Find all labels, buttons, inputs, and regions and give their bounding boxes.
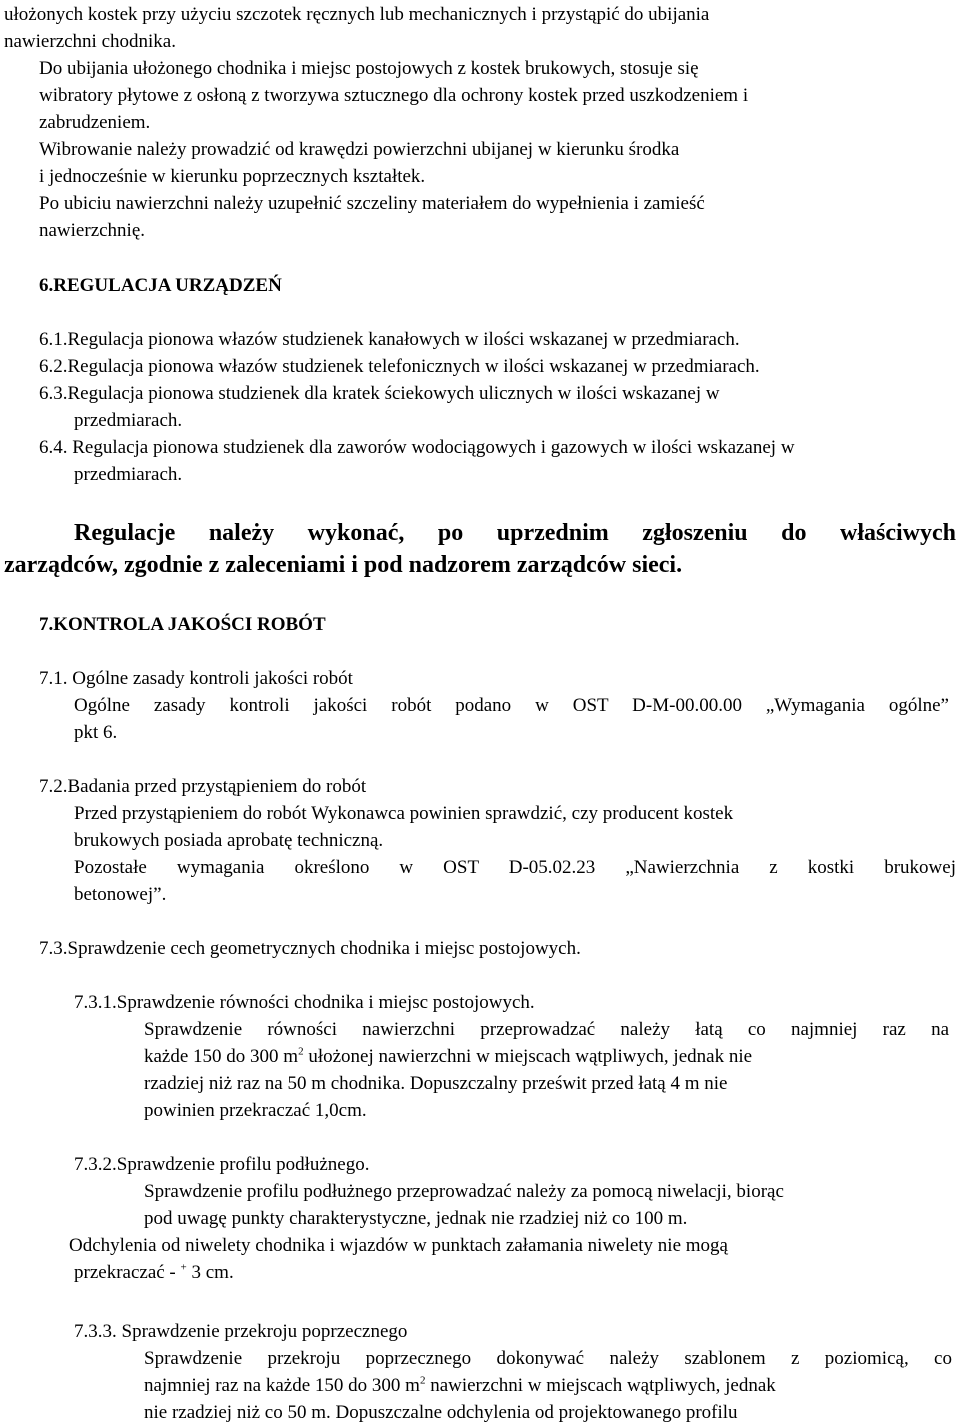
intro-paragraph-1-line-2: nawierzchni chodnika. — [4, 31, 176, 52]
intro-paragraph-4-line-1: Po ubiciu nawierzchni należy uzupełnić szczeliny materiałem do wypełnienia i zamieść — [39, 193, 705, 214]
section-7-3-2-line-4-text-a: przekraczać - — [74, 1262, 181, 1283]
section-7-3-1-line-3: rzadziej niż raz na 50 m chodnika. Dopuszczalny prześwit przed łatą 4 m nie — [144, 1073, 728, 1094]
section-7-3-1-line-2-text-a: każde 150 do 300 m — [144, 1046, 299, 1067]
section-6-item-3-line-2: przedmiarach. — [74, 410, 183, 431]
section-6-item-2: 6.2.Regulacja pionowa włazów studzienek telefonicznych w ilości wskazanej w przedmiarach. — [39, 356, 760, 377]
section-7-3-3-line-2 — [144, 1372, 776, 1399]
section-7-3-3-line-2-text-b: nawierzchni w miejscach wątpliwych, jednak — [425, 1375, 776, 1396]
section-7-3-title: 7.3.Sprawdzenie cech geometrycznych chodnika i miejsc postojowych. — [39, 938, 581, 959]
superscript-plus: + — [180, 1261, 187, 1274]
section-7-2-line-2: brukowych posiada aprobatę techniczną. — [74, 830, 384, 851]
intro-paragraph-2-line-1: Do ubijania ułożonego chodnika i miejsc postojowych z kostek brukowych, stosuje się — [39, 58, 699, 79]
section-7-3-2-line-1: Sprawdzenie profilu podłużnego przeprowadzać należy za pomocą niwelacji, biorąc — [144, 1181, 784, 1202]
section-7-3-2-line-4 — [74, 1259, 234, 1286]
section-6-item-4-line-1: 6.4. Regulacja pionowa studzienek dla zaworów wodociągowych i gazowych w ilości wskazanej w — [39, 437, 795, 458]
section-7-3-3-line-3: nie rzadziej niż co 50 m. Dopuszczalne odchylenia od projektowanego profilu — [144, 1402, 738, 1423]
section-7-3-2-line-2: pod uwagę punkty charakterystyczne, jednak nie rzadziej niż co 100 m. — [144, 1208, 688, 1229]
section-7-3-2-line-3: Odchylenia od niwelety chodnika i wjazdów w punktach załamania niwelety nie mogą — [69, 1235, 728, 1256]
section-7-2-line-4: betonowej”. — [74, 884, 167, 905]
section-7-3-1-line-1: Sprawdzenie równości nawierzchni przeprowadzać należy łatą co najmniej raz na — [144, 1019, 949, 1040]
section-7-2-title: 7.2.Badania przed przystąpieniem do robót — [39, 776, 367, 797]
intro-paragraph-3-line-1: Wibrowanie należy prowadzić od krawędzi powierzchni ubijanej w kierunku środka — [39, 139, 680, 160]
intro-paragraph-2-line-2: wibratory płytowe z osłoną z tworzywa sztucznego dla ochrony kostek przed uszkodzeniem i — [39, 85, 749, 106]
section-7-1-line-1: Ogólne zasady kontroli jakości robót podano w OST D-M-00.00.00 „Wymagania ogólne” — [74, 695, 949, 716]
section-7-3-2-line-4-text-b: 3 cm. — [186, 1262, 234, 1283]
section-6-note-line-1: Regulacje należy wykonać, po uprzednim zgłoszeniu do właściwych — [74, 520, 956, 546]
section-7-2-line-3: Pozostałe wymagania określono w OST D-05.02.23 „Nawierzchnia z kostki brukowej — [74, 857, 956, 878]
section-7-heading: 7.KONTROLA JAKOŚCI ROBÓT — [39, 614, 326, 635]
intro-paragraph-4-line-2: nawierzchnię. — [39, 220, 146, 241]
section-6-item-3-line-1: 6.3.Regulacja pionowa studzienek dla kratek ściekowych ulicznych w ilości wskazanej w — [39, 383, 720, 404]
section-7-3-3-line-1: Sprawdzenie przekroju poprzecznego dokonywać należy szablonem z poziomicą, co — [144, 1348, 952, 1369]
section-7-1-line-2: pkt 6. — [74, 722, 118, 743]
section-7-3-1-line-2-text-b: ułożonej nawierzchni w miejscach wątpliwych, jednak nie — [303, 1046, 753, 1067]
intro-paragraph-3-line-2: i jednocześnie w kierunku poprzecznych kształtek. — [39, 166, 426, 187]
section-6-item-1: 6.1.Regulacja pionowa włazów studzienek kanałowych w ilości wskazanej w przedmiarach. — [39, 329, 740, 350]
section-7-3-3-line-2-text-a: najmniej raz na każde 150 do 300 m — [144, 1375, 420, 1396]
superscript-2: 2 — [419, 1374, 426, 1387]
section-7-3-1-title: 7.3.1.Sprawdzenie równości chodnika i miejsc postojowych. — [74, 992, 535, 1013]
section-7-3-2-title: 7.3.2.Sprawdzenie profilu podłużnego. — [74, 1154, 370, 1175]
intro-paragraph-2-line-3: zabrudzeniem. — [39, 112, 151, 133]
intro-paragraph-1-line-1: ułożonych kostek przy użyciu szczotek ręcznych lub mechanicznych i przystąpić do ubijania — [4, 4, 710, 25]
section-6-note-line-2: zarządców, zgodnie z zaleceniami i pod nadzorem zarządców sieci. — [4, 552, 683, 578]
section-6-item-4-line-2: przedmiarach. — [74, 464, 183, 485]
superscript-2: 2 — [298, 1045, 304, 1058]
section-7-3-1-line-4: powinien przekraczać 1,0cm. — [144, 1100, 367, 1121]
section-7-1-title: 7.1. Ogólne zasady kontroli jakości robót — [39, 668, 353, 689]
section-6-heading: 6.REGULACJA URZĄDZEŃ — [39, 275, 282, 296]
section-7-3-3-title: 7.3.3. Sprawdzenie przekroju poprzecznego — [74, 1321, 408, 1342]
section-7-2-line-1: Przed przystąpieniem do robót Wykonawca powinien sprawdzić, czy producent kostek — [74, 803, 734, 824]
section-7-3-1-line-2 — [144, 1043, 752, 1070]
